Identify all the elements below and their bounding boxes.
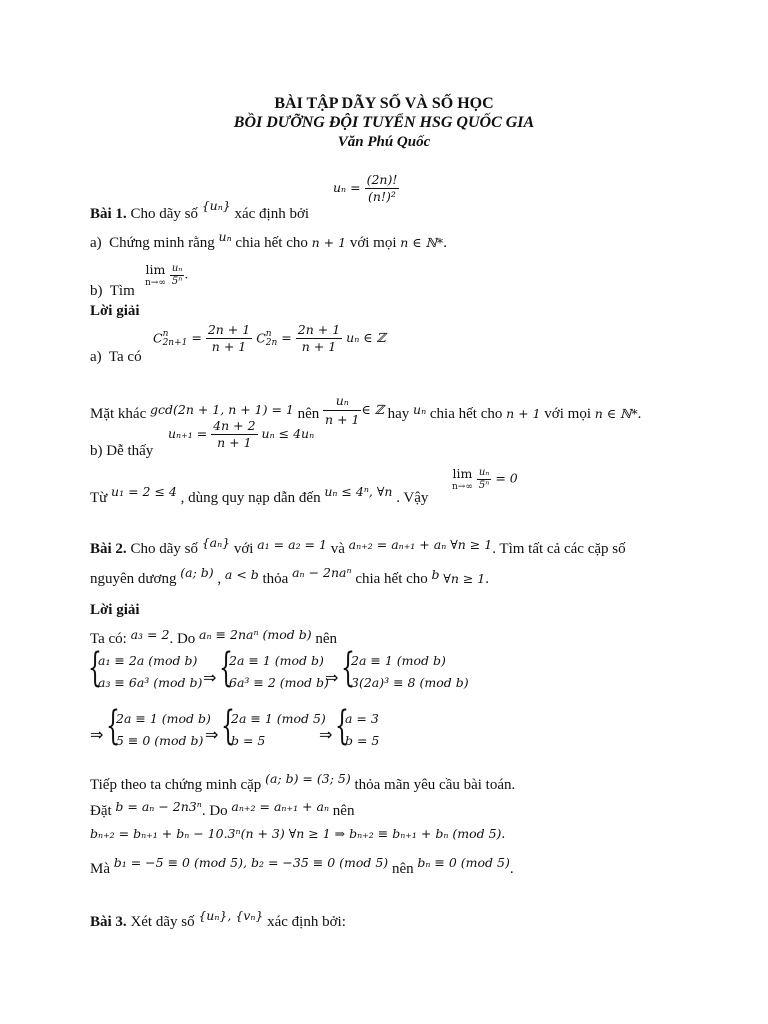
problem2-statement-line1: Bài 2. Cho dãy số $^{\{a_n\}}$ với $^{a_1 = a_2 = 1}$ và $^{a_{n+2} = a_{n+1} + a_n \forall n \ge 1}$. Tìm tất cả các cặp số [90, 535, 626, 557]
implies-arrow: ⇒ [90, 725, 104, 744]
solution2-line7: bₙ₊₂ = bₙ₊₁ + bₙ − 10.3ⁿ(n + 3) ∀n ≥ 1 ⇒ bₙ₊₂ ≡ bₙ₊₁ + bₙ (mod 5). [90, 826, 506, 842]
solution1-line2: Mặt khác $^{gcd(2n + 1, n + 1) = 1}$ nên $\frac{\text{uₙ}}{n + 1}$ $^{\in ℤ}$ hay $^{u_n}$ chia hết cho n + 1 với mọi n ∈ ℕ*. [90, 393, 642, 427]
system-d: 2a ≡ 1 (mod b) 5 ≡ 0 (mod b) [116, 711, 211, 748]
solution1-binomial-equation: C n 2n+1 = $\frac{2n + 1}{n + 1}$ C n 2n = $\frac{2n + 1}{n + 1}$ uₙ ∈ ℤ [153, 322, 386, 354]
document-subtitle: BỒI DƯỠNG ĐỘI TUYỂN HSG QUỐC GIA [233, 114, 535, 131]
solution1-part-b: b) Dễ thấy [90, 443, 154, 459]
solution1-recurrence: uₙ₊₁ = $\frac{4n + 2}{n + 1}$ uₙ ≤ 4uₙ [168, 418, 315, 450]
problem3-label: Bài 3. [90, 914, 127, 930]
problem1-limit: lim n→∞ $\frac{\text{uₙ}}{\text{5ⁿ}}$ . [145, 262, 189, 288]
system-c: 2a ≡ 1 (mod b) 3(2a)³ ≡ 8 (mod b) [351, 653, 469, 690]
left-brace: { [219, 645, 233, 691]
left-brace: { [335, 703, 349, 749]
problem2-statement-line2: nguyên dương $^{(a; b)}$ , $^{a < b}$ thỏa $^{a_n - 2na^n}$ chia hết cho $^b$ ∀n ≥ 1. [90, 565, 490, 587]
problem2-label: Bài 2. [90, 541, 127, 557]
solution2-line8: Mà $^{b_1 = -5 \equiv 0 (mod 5), b_2 = -35 \equiv 0 (mod 5)}$ nên $^{b_n \equiv 0 (mod 5)}$. [90, 855, 514, 877]
system-e: 2a ≡ 1 (mod 5) b = 5 [231, 711, 326, 748]
system-b: 2a ≡ 1 (mod b) 6a³ ≡ 2 (mod b) [229, 653, 329, 690]
problem1-part-a: a) Chứng minh rằng $^{u_n}$ chia hết cho n + 1 với mọi n ∈ ℕ*. [90, 229, 447, 251]
solution1-heading: Lời giải [90, 303, 140, 319]
problem1-definition: uₙ = $\frac{(2n)!}{\text{(n!)²}}$ [333, 172, 398, 204]
system-f: a = 3 b = 5 [345, 711, 380, 748]
solution1-limit-result: lim n→∞ $\frac{\text{uₙ}}{\text{5ⁿ}}$ = 0 [452, 466, 518, 492]
document-title: BÀI TẬP DÃY SỐ VÀ SỐ HỌC [274, 95, 494, 112]
left-brace: { [88, 645, 102, 691]
problem1-statement: Bài 1. Cho dãy số $^{\{u_n\}}$ xác định bởi [90, 198, 310, 222]
problem1-label: Bài 1. [90, 206, 127, 222]
implies-arrow: ⇒ [325, 668, 339, 687]
left-brace: { [341, 645, 355, 691]
solution2-line5: Tiếp theo ta chứng minh cặp $^{(a; b) = (3; 5)}$ thỏa mãn yêu cầu bài toán. [90, 771, 516, 793]
implies-arrow: ⇒ [203, 668, 217, 687]
implies-arrow: ⇒ [205, 725, 219, 744]
solution2-line1: Ta có: $^{a_3 = 2}$. Do $^{a_n \equiv 2na^n (mod b)}$ nên [90, 627, 338, 647]
problem1-part-b: b) Tìm [90, 283, 135, 299]
solution2-line6: Đặt $^{b = a_n - 2n3^n}$. Do $^{a_{n+2} = a_{n+1} + a_n}$ nên [90, 799, 355, 819]
solution1-part-a-label: a) Ta có [90, 349, 142, 365]
system-a: a₁ ≡ 2a (mod b) a₃ ≡ 6a³ (mod b) [98, 653, 203, 690]
document-author: Văn Phú Quốc [337, 134, 431, 150]
problem3-statement: Bài 3. Xét dãy số $^{\{u_n\}, \{v_n\}}$ xác định bởi: [90, 908, 346, 930]
implies-arrow: ⇒ [319, 725, 333, 744]
solution1-conclusion: Từ $^{u_1 = 2 \le 4}$ , dùng quy nạp dẫn đến $^{u_n \le 4^n, \forall n}$ . Vậy [90, 484, 429, 506]
left-brace: { [106, 703, 120, 749]
solution2-heading: Lời giải [90, 602, 140, 618]
left-brace: { [221, 703, 235, 749]
